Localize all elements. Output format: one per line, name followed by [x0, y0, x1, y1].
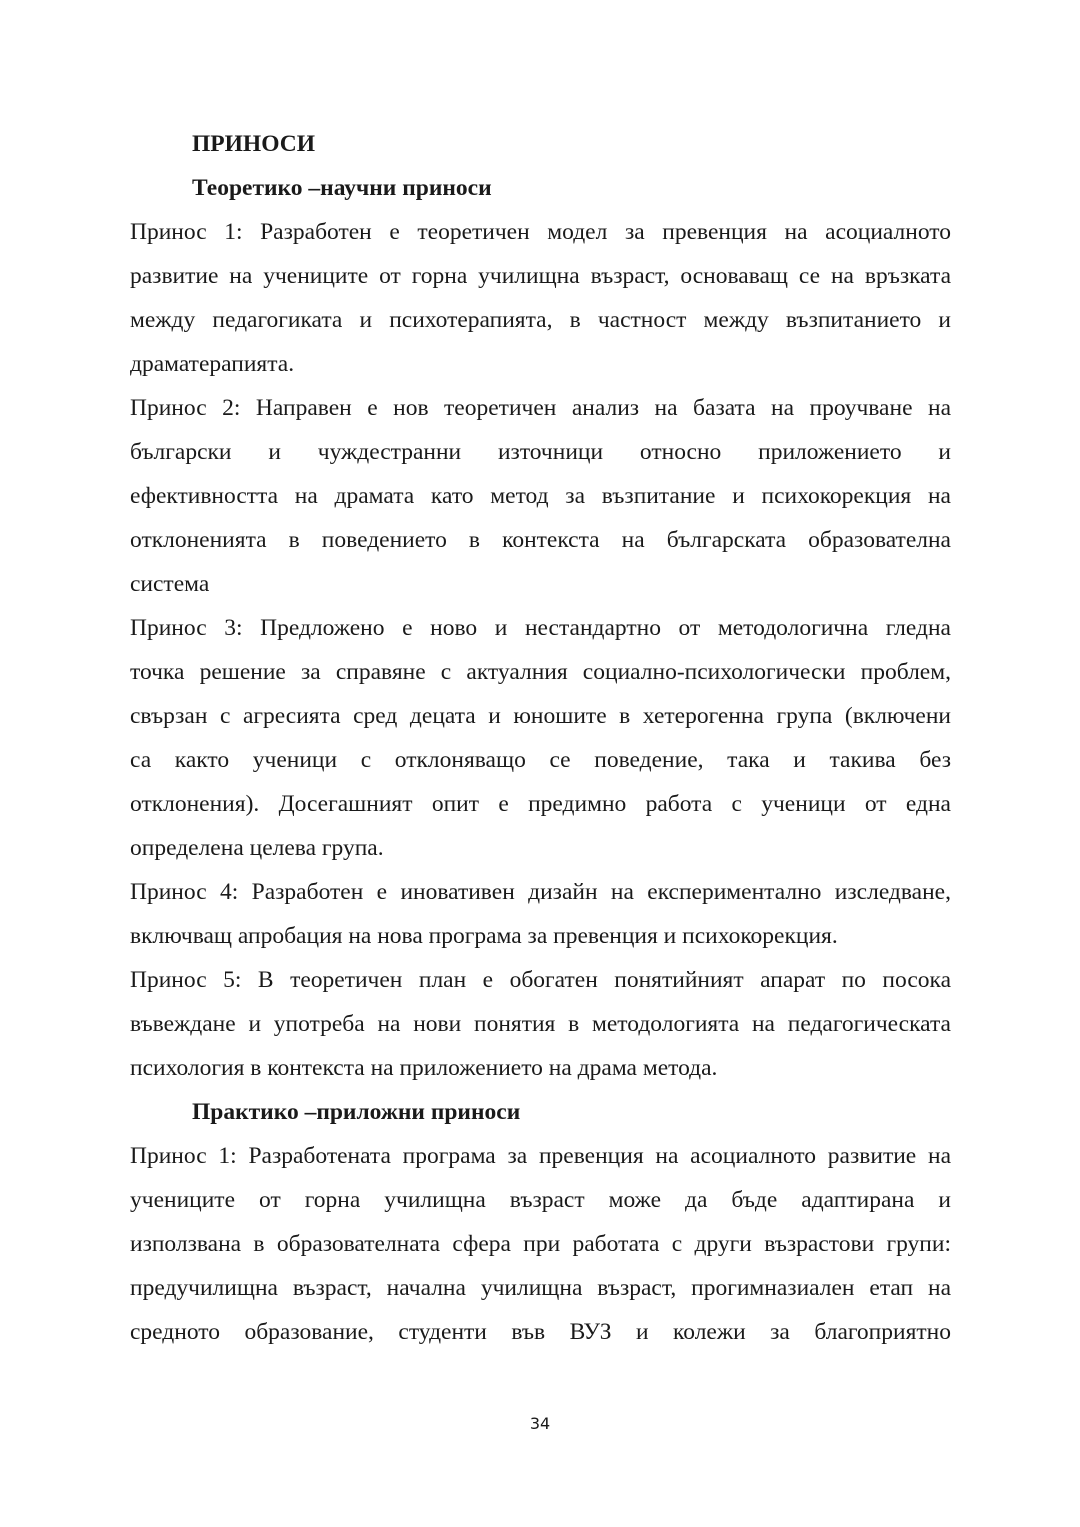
contribution-theory-1 [130, 210, 951, 386]
paragraph-line: ефективността на драмата като метод за възпитание и психокорекция на [130, 483, 951, 509]
document-title: ПРИНОСИ [192, 131, 316, 157]
paragraph-line: са както ученици с отклоняващо се поведение, така и такива без [130, 747, 951, 773]
contribution-theory-5 [130, 958, 951, 1090]
paragraph-line: предучилищна възраст, начална училищна възраст, прогимназиален етап на [130, 1275, 951, 1301]
section-heading-practice: Практико –приложни приноси [192, 1099, 521, 1125]
paragraph-line: Принос 4: Разработен е иновативен дизайн на експериментално изследване, [130, 879, 951, 905]
paragraph-line: използвана в образователната сфера при работата с други възрастови групи: [130, 1231, 951, 1257]
paragraph-line: въвеждане и употреба на нови понятия в методологията на педагогическата [130, 1011, 951, 1037]
paragraph-line: Принос 1: Разработената програма за превенция на асоциалното развитие на [130, 1143, 951, 1169]
paragraph-line: отклоненията в поведението в контекста на българската образователна [130, 527, 951, 553]
paragraph-line: определена целева група. [130, 835, 384, 861]
contribution-theory-3 [130, 606, 951, 870]
contribution-practice-1 [130, 1134, 951, 1354]
paragraph-line: учениците от горна училищна възраст може да бъде адаптирана и [130, 1187, 951, 1213]
paragraph-line: отклонения). Досегашният опит е предимно работа с ученици от една [130, 791, 951, 817]
paragraph-line: между педагогиката и психотерапията, в частност между възпитанието и [130, 307, 951, 333]
contribution-theory-2 [130, 386, 951, 606]
paragraph-line: включващ апробация на нова програма за превенция и психокорекция. [130, 923, 838, 949]
paragraph-line: Принос 3: Предложено е ново и нестандартно от методологична гледна [130, 615, 951, 641]
paragraph-line: драматерапията. [130, 351, 295, 377]
paragraph-line: точка решение за справяне с актуалния социално-психологически проблем, [130, 659, 951, 685]
paragraph-line: Принос 2: Направен е нов теоретичен анализ на базата на проучване на [130, 395, 951, 421]
paragraph-line: система [130, 571, 210, 597]
paragraph-line: развитие на учениците от горна училищна възраст, основаващ се на връзката [130, 263, 951, 289]
paragraph-line: Принос 5: В теоретичен план е обогатен понятийният апарат по посока [130, 967, 951, 993]
contribution-theory-4 [130, 870, 951, 958]
paragraph-line: психология в контекста на приложението на драма метода. [130, 1055, 718, 1081]
paragraph-line: Принос 1: Разработен е теоретичен модел за превенция на асоциалното [130, 219, 951, 245]
paragraph-line: средното образование, студенти във ВУЗ и колежи за благоприятно [130, 1319, 951, 1345]
page-content [130, 122, 951, 1354]
page-number: 34 [529, 1414, 551, 1433]
section-heading-theory: Теоретико –научни приноси [192, 175, 492, 201]
paragraph-line: свързан с агресията сред децата и юношите в хетерогенна група (включени [130, 703, 951, 729]
paragraph-line: български и чуждестранни източници относно приложението и [130, 439, 951, 465]
